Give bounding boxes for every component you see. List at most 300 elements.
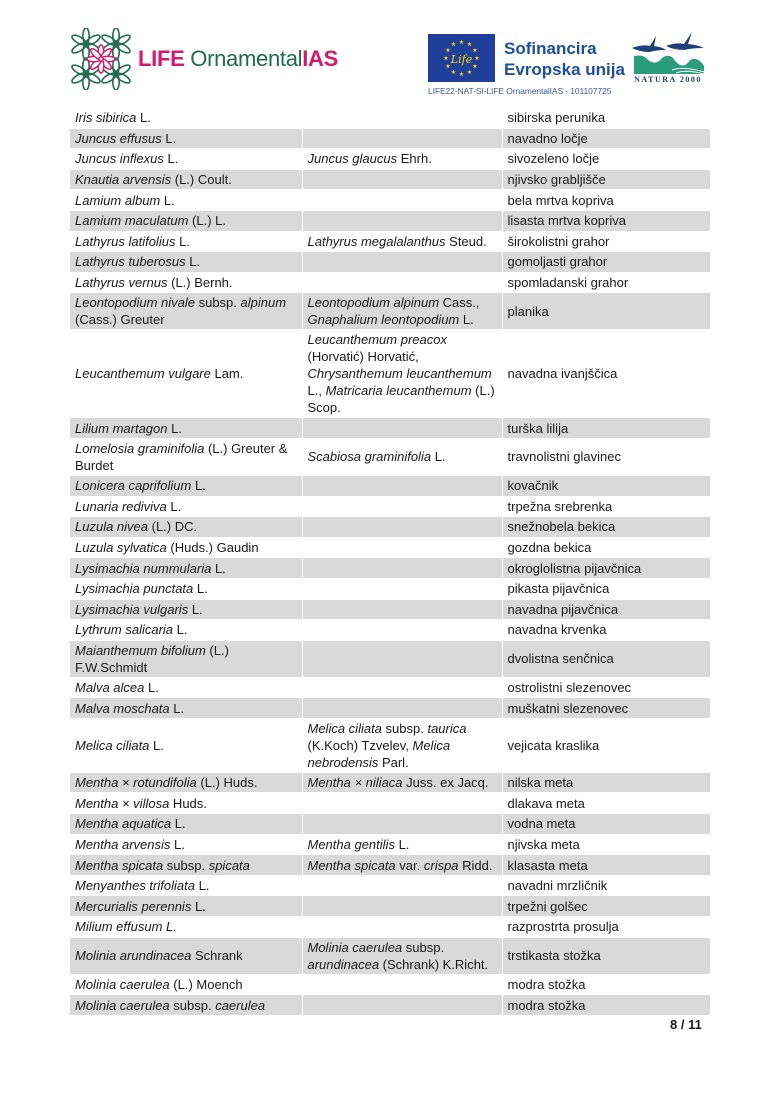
table-row xyxy=(70,896,710,917)
table-row xyxy=(70,937,710,974)
taxon-author: (L.) Coult. xyxy=(171,172,232,188)
slovene-name: širokolistni grahor xyxy=(507,233,610,249)
logo-text-life: LIFE xyxy=(138,46,185,71)
eu-cofunding-text xyxy=(504,38,625,80)
synonym-cell xyxy=(302,293,502,330)
taxon-italic: Scabiosa graminifolia xyxy=(307,449,432,465)
synonym-cell xyxy=(302,995,502,1016)
taxon-italic: Mentha × rotundifolia xyxy=(75,775,197,791)
slovene-name-cell xyxy=(502,620,710,641)
taxon-italic: Iris sibirica xyxy=(75,110,137,126)
svg-text:★: ★ xyxy=(474,55,480,62)
scientific-name-cell xyxy=(70,640,302,677)
taxon-italic: Juncus effusus xyxy=(75,130,162,146)
table-row xyxy=(70,995,710,1016)
synonym-cell xyxy=(302,190,502,211)
synonym-cell xyxy=(302,252,502,273)
table-row xyxy=(70,252,710,273)
taxon-author: L. xyxy=(136,110,151,126)
table-row xyxy=(70,917,710,938)
taxon-italic: Mentha arvensis xyxy=(75,836,171,852)
table-row xyxy=(70,190,710,211)
scientific-name-cell xyxy=(70,834,302,855)
slovene-name: okroglolistna pijavčnica xyxy=(507,560,642,576)
slovene-name-cell xyxy=(502,169,710,190)
slovene-name-cell xyxy=(502,937,710,974)
slovene-name: navadna krvenka xyxy=(507,622,607,638)
taxon-italic: Lunaria rediviva xyxy=(75,498,167,514)
scientific-name-cell xyxy=(70,718,302,772)
table-row xyxy=(70,599,710,620)
synonym-cell xyxy=(302,620,502,641)
slovene-name: pikasta pijavčnica xyxy=(507,581,610,597)
taxon-author: L. xyxy=(185,254,201,270)
taxon-author: Ehrh. xyxy=(397,151,432,167)
taxon-italic: Molinia caerulea xyxy=(75,997,170,1013)
slovene-name-cell xyxy=(502,834,710,855)
scientific-name-cell xyxy=(70,252,302,273)
table-row xyxy=(70,108,710,128)
taxon-italic: Leontopodium alpinum xyxy=(307,295,440,311)
slovene-name: modra stožka xyxy=(507,976,586,992)
slovene-name-cell xyxy=(502,558,710,579)
taxon-author: subsp. xyxy=(381,720,428,736)
slovene-name-cell xyxy=(502,149,710,170)
taxon-author: (L.) L. xyxy=(188,213,227,229)
slovene-name: planika xyxy=(507,303,549,319)
svg-text:☆: ☆ xyxy=(668,48,673,54)
taxon-italic: Mentha gentilis xyxy=(307,836,395,852)
taxon-author: Parl. xyxy=(378,754,409,770)
synonym-cell xyxy=(302,917,502,938)
scientific-name-cell xyxy=(70,677,302,698)
taxon-italic: Mentha × villosa xyxy=(75,795,170,811)
taxon-author: L. xyxy=(193,581,208,597)
taxon-author: L. xyxy=(169,700,185,716)
slovene-name: njivsko grabljišče xyxy=(507,172,606,188)
taxon-italic: Malva alcea xyxy=(75,679,145,695)
taxon-author: Schrank xyxy=(191,948,243,964)
page-number: 8 / 11 xyxy=(670,1017,702,1032)
slovene-name: navadni mrzličnik xyxy=(507,878,608,894)
scientific-name-cell xyxy=(70,108,302,128)
life-ornamentalias-logo xyxy=(70,28,338,90)
svg-text:★: ★ xyxy=(458,71,465,78)
taxon-author: (L.) Huds. xyxy=(196,775,258,791)
taxon-italic: Juncus glaucus xyxy=(307,151,398,167)
synonym-cell xyxy=(302,169,502,190)
scientific-name-cell xyxy=(70,190,302,211)
taxon-author: L. xyxy=(149,737,164,753)
taxon-italic: Lathyrus megalalanthus xyxy=(307,233,446,249)
taxon-italic: Milium effusum L. xyxy=(75,919,177,935)
taxon-author: (L.) DC. xyxy=(148,519,198,535)
taxon-author: Cass., xyxy=(439,295,480,311)
slovene-name-cell xyxy=(502,108,710,128)
slovene-name-cell xyxy=(502,718,710,772)
eu-text-line1: Sofinancira xyxy=(504,39,597,58)
synonym-cell xyxy=(302,231,502,252)
table-row xyxy=(70,558,710,579)
taxon-author: Lam. xyxy=(210,366,244,382)
slovene-name: sivozeleno ločje xyxy=(507,151,600,167)
slovene-name-cell xyxy=(502,537,710,558)
table-row xyxy=(70,272,710,293)
synonym-cell xyxy=(302,475,502,496)
taxon-italic: Lathyrus vernus xyxy=(75,275,168,291)
slovene-name: gozdna bekica xyxy=(507,540,592,556)
logo-text-ias: IAS xyxy=(302,46,339,71)
taxon-italic: Leontopodium nivale xyxy=(75,295,195,311)
eu-flag-icon xyxy=(428,34,495,82)
slovene-name-cell xyxy=(502,496,710,517)
taxon-italic: Mentha spicata xyxy=(75,857,164,873)
slovene-name: navadno ločje xyxy=(507,130,588,146)
slovene-name-cell xyxy=(502,917,710,938)
taxon-author: Steud. xyxy=(445,233,487,249)
slovene-name: spomladanski grahor xyxy=(507,275,629,291)
synonym-cell xyxy=(302,517,502,538)
svg-text:★: ★ xyxy=(472,63,478,70)
slovene-name: klasasta meta xyxy=(507,857,588,873)
taxon-italic: Melica ciliata xyxy=(307,720,382,736)
slovene-name-cell xyxy=(502,190,710,211)
slovene-name: sibirska perunika xyxy=(507,110,606,126)
table-row xyxy=(70,578,710,599)
taxon-author: L., xyxy=(307,383,326,399)
table-row xyxy=(70,517,710,538)
slovene-name-cell xyxy=(502,855,710,876)
slovene-name-cell xyxy=(502,128,710,149)
scientific-name-cell xyxy=(70,293,302,330)
slovene-name-cell xyxy=(502,599,710,620)
taxon-author: L. xyxy=(191,478,206,494)
taxon-italic: Lathyrus latifolius xyxy=(75,233,176,249)
slovene-name-cell xyxy=(502,438,710,475)
table-row xyxy=(70,496,710,517)
taxon-italic: Lysimachia nummularia xyxy=(75,560,212,576)
taxon-author: Ridd. xyxy=(458,857,493,873)
synonym-cell xyxy=(302,718,502,772)
slovene-name-cell xyxy=(502,578,710,599)
slovene-name: travnolistni glavinec xyxy=(507,449,621,465)
taxon-author: (L.) Bernh. xyxy=(167,275,233,291)
slovene-name-cell xyxy=(502,995,710,1016)
synonym-cell xyxy=(302,330,502,418)
svg-text:★: ★ xyxy=(450,69,457,76)
svg-text:★: ★ xyxy=(458,39,465,46)
synonym-cell xyxy=(302,537,502,558)
synonym-cell xyxy=(302,677,502,698)
slovene-name-cell xyxy=(502,231,710,252)
synonym-cell xyxy=(302,698,502,719)
taxon-author: L. xyxy=(211,560,226,576)
taxon-italic: Luzula sylvatica xyxy=(75,540,167,556)
scientific-name-cell xyxy=(70,418,302,439)
synonym-cell xyxy=(302,496,502,517)
svg-text:☆: ☆ xyxy=(674,47,679,53)
svg-text:★: ★ xyxy=(445,47,451,54)
scientific-name-cell xyxy=(70,937,302,974)
taxon-italic: Lilium martagon xyxy=(75,420,168,436)
scientific-name-cell xyxy=(70,620,302,641)
slovene-name: nilska meta xyxy=(507,775,574,791)
scientific-name-cell xyxy=(70,517,302,538)
table-row xyxy=(70,718,710,772)
page-header xyxy=(0,0,778,105)
synonym-cell xyxy=(302,128,502,149)
scientific-name-cell xyxy=(70,128,302,149)
scientific-name-cell xyxy=(70,599,302,620)
synonym-cell xyxy=(302,438,502,475)
table-row xyxy=(70,698,710,719)
taxon-author: L. xyxy=(394,836,410,852)
slovene-name-cell xyxy=(502,896,710,917)
taxon-author: L. xyxy=(167,420,182,436)
taxon-author: L. xyxy=(175,233,190,249)
taxon-italic: Molinia arundinacea xyxy=(75,948,192,964)
slovene-name-cell xyxy=(502,517,710,538)
taxon-italic: Lamium album xyxy=(75,192,161,208)
table-row xyxy=(70,149,710,170)
slovene-name: bela mrtva kopriva xyxy=(507,192,614,208)
taxon-author: subsp. xyxy=(194,295,241,311)
taxon-italic: Matricaria leucanthemum xyxy=(325,383,472,399)
svg-text:★: ★ xyxy=(466,41,473,48)
taxon-italic: Mentha aquatica xyxy=(75,816,172,832)
taxon-italic: Mentha × niliaca xyxy=(307,775,403,791)
taxon-italic: Leucanthemum preacox xyxy=(307,332,447,348)
scientific-name-cell xyxy=(70,855,302,876)
synonym-cell xyxy=(302,937,502,974)
taxon-italic: Lysimachia vulgaris xyxy=(75,601,189,617)
slovene-name-cell xyxy=(502,418,710,439)
svg-text:★: ★ xyxy=(466,69,473,76)
taxon-italic: Malva moschata xyxy=(75,700,170,716)
scientific-name-cell xyxy=(70,330,302,418)
taxon-italic: Lomelosia graminifolia xyxy=(75,440,205,456)
scientific-name-cell xyxy=(70,974,302,995)
taxon-italic: taurica xyxy=(427,720,467,736)
table-row xyxy=(70,210,710,231)
slovene-name: lisasta mrtva kopriva xyxy=(507,213,626,229)
table-row xyxy=(70,330,710,418)
natura-birds-mountains-icon xyxy=(628,30,708,76)
taxon-author: L. xyxy=(166,498,182,514)
slovene-name-cell xyxy=(502,875,710,896)
taxon-italic: Lysimachia punctata xyxy=(75,581,194,597)
slovene-name: turška lilija xyxy=(507,420,569,436)
scientific-name-cell xyxy=(70,793,302,814)
natura-label: NATURA 2000 xyxy=(634,75,702,84)
slovene-name: navadna pijavčnica xyxy=(507,601,619,617)
taxon-author: L. xyxy=(173,622,188,638)
slovene-name-cell xyxy=(502,330,710,418)
table-row xyxy=(70,855,710,876)
synonym-cell xyxy=(302,896,502,917)
slovene-name-cell xyxy=(502,772,710,793)
synonym-cell xyxy=(302,855,502,876)
taxon-author: L. xyxy=(160,192,175,208)
table-row xyxy=(70,537,710,558)
taxon-italic: Melica nebrodensis xyxy=(307,737,451,770)
table-row xyxy=(70,475,710,496)
taxon-italic: Lonicera caprifolium xyxy=(75,478,192,494)
scientific-name-cell xyxy=(70,210,302,231)
taxon-italic: crispa xyxy=(423,857,459,873)
slovene-name: njivska meta xyxy=(507,836,580,852)
scientific-name-cell xyxy=(70,578,302,599)
slovene-name-cell xyxy=(502,793,710,814)
slovene-name-cell xyxy=(502,210,710,231)
taxon-italic: Gnaphalium leontopodium xyxy=(307,312,460,328)
slovene-name: trpežni golšec xyxy=(507,898,588,914)
eu-text-line2: Evropska unija xyxy=(504,60,625,79)
svg-text:★: ★ xyxy=(443,55,449,62)
synonym-cell xyxy=(302,599,502,620)
logo-wordmark xyxy=(138,46,338,72)
project-code: LIFE22-NAT-SI-LIFE OrnamentalIAS - 101107725 xyxy=(428,86,612,96)
synonym-cell xyxy=(302,875,502,896)
slovene-name-cell xyxy=(502,640,710,677)
table-row xyxy=(70,620,710,641)
natura-2000-logo xyxy=(628,30,708,86)
synonym-cell xyxy=(302,578,502,599)
taxon-author: var. xyxy=(395,857,424,873)
synonym-cell xyxy=(302,272,502,293)
svg-text:☆: ☆ xyxy=(680,48,685,54)
taxon-italic: caerulea xyxy=(215,997,266,1013)
synonym-cell xyxy=(302,772,502,793)
slovene-name-cell xyxy=(502,698,710,719)
taxon-italic: Lamium maculatum xyxy=(75,213,189,229)
scientific-name-cell xyxy=(70,475,302,496)
synonym-cell xyxy=(302,558,502,579)
taxon-author: (Cass.) Greuter xyxy=(75,312,165,328)
slovene-name: dlakava meta xyxy=(507,795,585,811)
synonym-cell xyxy=(302,834,502,855)
table-row xyxy=(70,438,710,475)
taxon-author: Juss. ex Jacq. xyxy=(402,775,489,791)
slovene-name: kovačnik xyxy=(507,478,559,494)
slovene-name: modra stožka xyxy=(507,997,586,1013)
table-row xyxy=(70,814,710,835)
svg-text:☆: ☆ xyxy=(662,50,667,56)
slovene-name: razprostrta prosulja xyxy=(507,919,619,935)
scientific-name-cell xyxy=(70,496,302,517)
slovene-name-cell xyxy=(502,677,710,698)
taxon-author: (Schrank) K.Richt. xyxy=(379,956,489,972)
taxon-italic: Chrysanthemum leucanthemum xyxy=(307,366,492,382)
synonym-cell xyxy=(302,974,502,995)
taxon-italic: arundinacea xyxy=(307,956,380,972)
taxon-italic: Maianthemum bifolium xyxy=(75,642,206,658)
slovene-name: snežnobela bekica xyxy=(507,519,616,535)
slovene-name-cell xyxy=(502,475,710,496)
slovene-name: dvolistna senčnica xyxy=(507,651,614,667)
taxon-author: L. xyxy=(171,816,186,832)
scientific-name-cell xyxy=(70,149,302,170)
taxon-italic: Mentha spicata xyxy=(307,857,396,873)
taxon-italic: Molinia caerulea xyxy=(75,976,170,992)
taxon-author: (L.) Scop. xyxy=(307,383,495,416)
scientific-name-cell xyxy=(70,814,302,835)
slovene-name: ostrolistni slezenovec xyxy=(507,679,632,695)
taxon-author: subsp. xyxy=(169,997,216,1013)
taxon-author: L. xyxy=(188,601,203,617)
table-row xyxy=(70,793,710,814)
taxon-author: L. xyxy=(144,679,159,695)
synonym-cell xyxy=(302,418,502,439)
taxon-italic: Juncus inflexus xyxy=(75,151,164,167)
synonym-cell xyxy=(302,814,502,835)
taxon-author: (Horvatić) Horvatić, xyxy=(307,349,419,365)
slovene-name: navadna ivanjščica xyxy=(507,366,618,382)
synonym-cell xyxy=(302,793,502,814)
scientific-name-cell xyxy=(70,698,302,719)
scientific-name-cell xyxy=(70,875,302,896)
taxon-author: (K.Koch) Tzvelev, xyxy=(307,737,413,753)
svg-text:★: ★ xyxy=(445,63,451,70)
slovene-name-cell xyxy=(502,272,710,293)
table-row xyxy=(70,834,710,855)
svg-text:Life: Life xyxy=(450,53,473,66)
slovene-name-cell xyxy=(502,974,710,995)
taxon-author: (L.) F.W.Schmidt xyxy=(75,642,229,675)
taxon-author: L. xyxy=(163,151,179,167)
taxon-italic: Lythrum salicaria xyxy=(75,622,174,638)
svg-text:★: ★ xyxy=(472,47,478,54)
species-table-body xyxy=(70,108,710,1015)
species-table xyxy=(70,108,710,1016)
taxon-author: subsp. xyxy=(163,857,209,873)
taxon-italic: Lathyrus tuberosus xyxy=(75,254,186,270)
synonym-cell xyxy=(302,640,502,677)
slovene-name: trstikasta stožka xyxy=(507,948,601,964)
table-row xyxy=(70,418,710,439)
taxon-italic: Mercurialis perennis xyxy=(75,898,192,914)
table-row xyxy=(70,231,710,252)
scientific-name-cell xyxy=(70,438,302,475)
slovene-name: gomoljasti grahor xyxy=(507,254,608,270)
table-row xyxy=(70,293,710,330)
scientific-name-cell xyxy=(70,537,302,558)
taxon-author: Huds. xyxy=(169,795,207,811)
table-row xyxy=(70,974,710,995)
taxon-author: L. xyxy=(194,878,210,894)
svg-text:★: ★ xyxy=(450,41,457,48)
scientific-name-cell xyxy=(70,772,302,793)
slovene-name: trpežna srebrenka xyxy=(507,498,613,514)
table-row xyxy=(70,875,710,896)
scientific-name-cell xyxy=(70,558,302,579)
slovene-name: muškatni slezenovec xyxy=(507,700,629,716)
taxon-italic: alpinum xyxy=(240,295,287,311)
taxon-author: L. xyxy=(431,449,446,465)
slovene-name: vodna meta xyxy=(507,816,576,832)
taxon-author: (L.) Moench xyxy=(169,976,243,992)
scientific-name-cell xyxy=(70,995,302,1016)
table-row xyxy=(70,677,710,698)
table-row xyxy=(70,640,710,677)
table-row xyxy=(70,169,710,190)
slovene-name: vejicata kraslika xyxy=(507,737,600,753)
taxon-italic: Molinia caerulea xyxy=(307,939,403,955)
taxon-author: L. xyxy=(191,898,206,914)
scientific-name-cell xyxy=(70,917,302,938)
taxon-author: L. xyxy=(459,312,474,328)
slovene-name-cell xyxy=(502,252,710,273)
